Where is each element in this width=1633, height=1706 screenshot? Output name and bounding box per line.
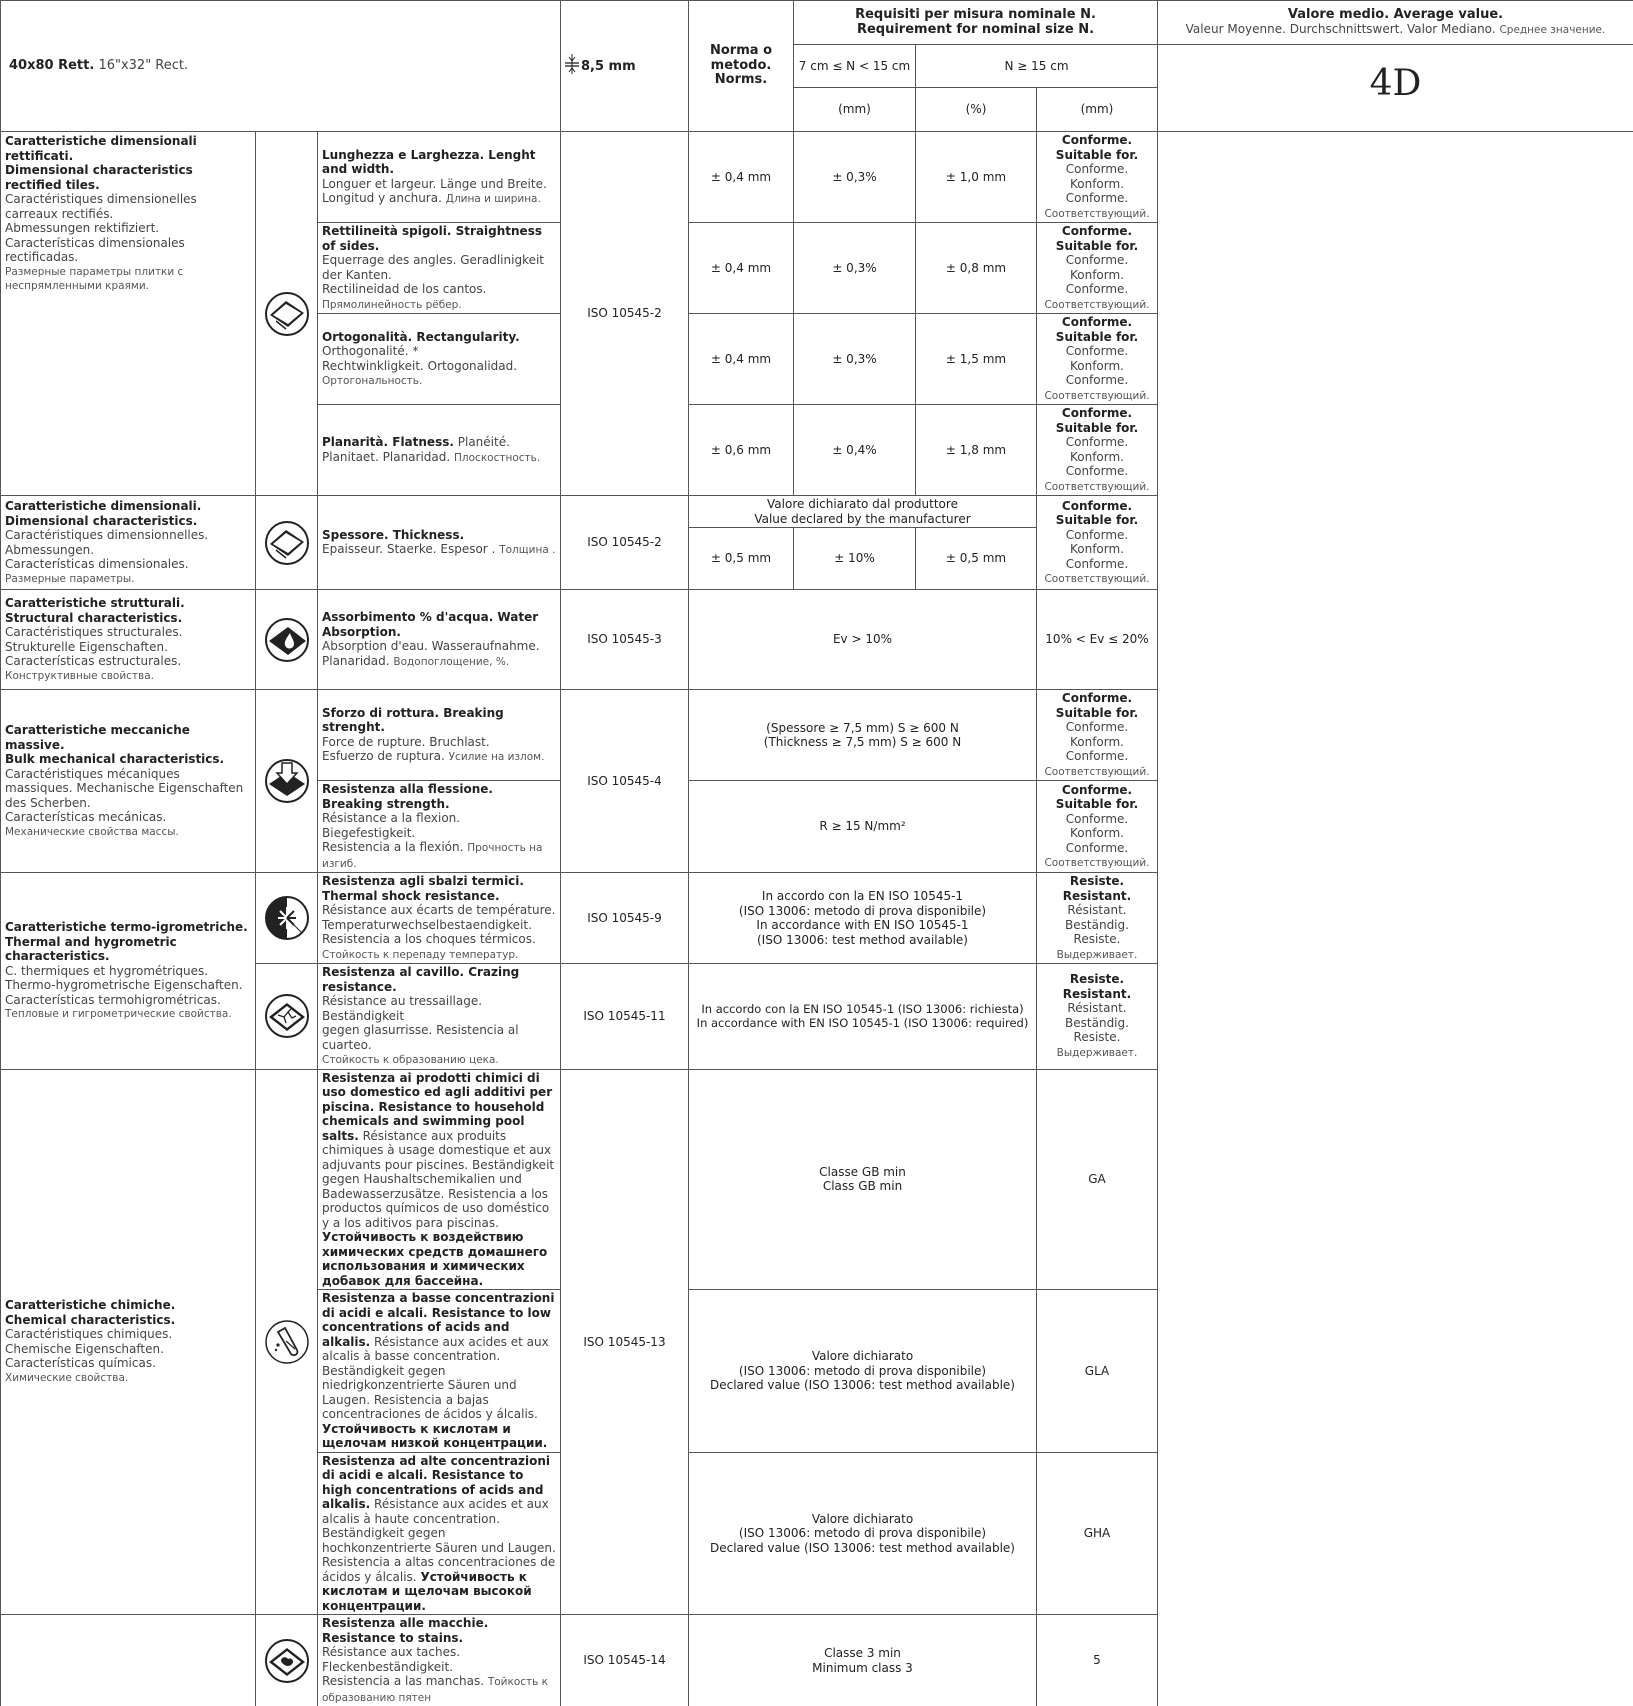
average-value: Conforme. Suitable for. Conforme. Konform. Conforme. Соответствующий. (1037, 132, 1158, 223)
average-value: Conforme. Suitable for. Conforme. Konform. Conforme. Соответствующий. (1037, 223, 1158, 314)
norm-cell: ISO 10545-2 (561, 132, 689, 496)
thickness-icon (565, 54, 579, 79)
property-water-absorption: Assorbimento % d'acqua. Water Absorption. Absorption d'eau. Wasseraufnahme. Planaridad. Водопоглощение, %. (318, 590, 561, 690)
range-large-header: N ≥ 15 cm (916, 45, 1158, 88)
req-large: ± 1,0 mm (916, 132, 1037, 223)
req-large: ± 1,5 mm (916, 314, 1037, 405)
thermal-shock-icon (256, 873, 318, 964)
average-value: Conforme. Suitable for. Conforme. Konform. Conforme. Соответствующий. (1037, 690, 1158, 781)
norm-cell: ISO 10545-3 (561, 590, 689, 690)
req-percent: ± 0,3% (794, 132, 916, 223)
requirement-value: In accordo con la EN ISO 10545-1 (ISO 13006: richiesta) In accordance with EN ISO 10545-1 (ISO 13006: required) (689, 964, 1037, 1070)
property-flatness: Planarità. Flatness. Planéité. Planitaet. Planaridad. Плоскостность. (318, 405, 561, 496)
req-large: ± 0,5 mm (916, 528, 1037, 590)
average-value: Conforme. Suitable for. Conforme. Konform. Conforme. Соответствующий. (1037, 781, 1158, 873)
req-small: ± 0,4 mm (689, 223, 794, 314)
requirement-value: R ≥ 15 N/mm² (689, 781, 1037, 873)
property-breaking-strength: Resistenza alla flessione. Breaking strength. Résistance a la flexion. Biegefestigkeit. Resistencia a la flexión. Прочность на изгиб. (318, 781, 561, 873)
req-small: ± 0,5 mm (689, 528, 794, 590)
crazing-icon (256, 964, 318, 1070)
property-length-width: Lunghezza e Larghezza. Lenght and width. Longuer et largeur. Länge und Breite. Longitud y anchura. Длина и ширина. (318, 132, 561, 223)
range-small-header: 7 cm ≤ N < 15 cm (794, 45, 916, 88)
requirement-value: Classe GB min Class GB min (689, 1069, 1037, 1290)
requirement-value: In accordo con la EN ISO 10545-1 (ISO 13006: metodo di prova disponibile) In accordance with EN ISO 10545-1 (ISO 13006: test method available) (689, 873, 1037, 964)
property-household-chemicals: Resistenza ai prodotti chimici di uso domestico ed agli additivi per piscina. Resistance to household chemicals and swimming pool salts. Résistance aux produits chimiques à usage domestique et aux adjuvants pour piscines. Beständigkeit gegen Haushaltschemikalien und Badewasserzusätze. Resistencia a los productos químicos de uso doméstico y a los aditivos para piscinas. Устойчивость к воздействию химических средств домашнего использования и химических добавок для бассейна. (318, 1069, 561, 1290)
req-percent: ± 10% (794, 528, 916, 590)
req-small: ± 0,4 mm (689, 314, 794, 405)
norm-cell: ISO 10545-9 (561, 873, 689, 964)
average-header: Valore medio. Average value. Valeur Moyenne. Durchschnittswert. Valor Mediano. Среднее значение. (1158, 1, 1633, 45)
declared-value: Valore dichiarato dal produttore Value declared by the manufacturer (689, 496, 1037, 528)
rectified-tile-icon (256, 132, 318, 496)
property-thickness: Spessore. Thickness. Epaisseur. Staerke. Espesor . Толщина . (318, 496, 561, 590)
category-chemical-continued (1, 1615, 256, 1706)
norm-cell: ISO 10545-11 (561, 964, 689, 1070)
average-value: Conforme. Suitable for. Conforme. Konform. Conforme. Соответствующий. (1037, 496, 1158, 590)
property-breaking-load: Sforzo di rottura. Breaking strenght. Force de rupture. Bruchlast. Esfuerzo de ruptura. Усилие на излом. (318, 690, 561, 781)
property-low-acids: Resistenza a basse concentrazioni di acidi e alcali. Resistance to low concentrations of acids and alkalis. Résistance aux acides et aux alcalis à basse concentration. Beständigkeit gegen niedrigkonzentrierte Säuren und Laugen. Resistencia a bajas concentraciones de ácidos y álcalis. Устойчивость к кислотам и щелочам низкой концентрации. (318, 1290, 561, 1453)
product-name: 4D (1158, 45, 1633, 132)
average-value: Conforme. Suitable for. Conforme. Konform. Conforme. Соответствующий. (1037, 405, 1158, 496)
category-dimensional: Caratteristiche dimensionali. Dimensional characteristics. Caractéristiques dimensionnelles. Abmessungen. Características dimensionales. Размерные параметры. (1, 496, 256, 590)
requirement-value: (Spessore ≥ 7,5 mm) S ≥ 600 N (Thickness ≥ 7,5 mm) S ≥ 600 N (689, 690, 1037, 781)
format-cell: 40x80 Rett. 16"x32" Rect. (1, 1, 561, 132)
average-value: 10% < Ev ≤ 20% (1037, 590, 1158, 690)
category-rectified: Caratteristiche dimensionali rettificati. Dimensional characteristics rectified tiles. Caractéristiques dimensionelles carreaux rectifiés. Abmessungen rektifiziert. Características dimensionales rectificadas. Размерные параметры плитки с неспрямленными краями. (1, 132, 256, 496)
requirement-value: Valore dichiarato (ISO 13006: metodo di prova disponibile) Declared value (ISO 13006: test method available) (689, 1290, 1037, 1453)
category-chemical: Caratteristiche chimiche. Chemical characteristics. Caractéristiques chimiques. Chemische Eigenschaften. Características químicas. Химические свойства. (1, 1069, 256, 1615)
req-small: ± 0,6 mm (689, 405, 794, 496)
req-percent: ± 0,4% (794, 405, 916, 496)
average-value: GLA (1037, 1290, 1158, 1453)
breaking-load-icon (256, 690, 318, 873)
average-value: Conforme. Suitable for. Conforme. Konform. Conforme. Соответствующий. (1037, 314, 1158, 405)
thickness-cell: 8,5 mm (561, 1, 689, 132)
req-small: ± 0,4 mm (689, 132, 794, 223)
property-high-acids: Resistenza ad alte concentrazioni di acidi e alcali. Resistance to high concentrations of acids and alkalis. Résistance aux acides et aux alcalis à haute concentration. Beständigkeit gegen hochkonzentrierte Säuren und Laugen. Resistencia a altas concentraciones de ácidos y álcalis. Устойчивость к кислотам и щелочам высокой концентрации. (318, 1452, 561, 1615)
requirement-value: Classe 3 min Minimum class 3 (689, 1615, 1037, 1706)
average-value: GHA (1037, 1452, 1158, 1615)
category-thermal: Caratteristiche termo-igrometriche. Thermal and hygrometric characteristics. C. thermiques et hygrométriques. Thermo-hygrometrische Eigenschaften. Características termohigrométricas. Тепловые и гигрометрические свойства. (1, 873, 256, 1070)
average-value: Resiste. Resistant. Résistant. Beständig. Resiste. Выдерживает. (1037, 964, 1158, 1070)
category-mechanical: Caratteristiche meccaniche massive. Bulk mechanical characteristics. Caractéristiques mécaniques massiques. Mechanische Eigenschaften des Scherben. Características mecánicas. Механические свойства массы. (1, 690, 256, 873)
requirement-header: Requisiti per misura nominale N. Requirement for nominal size N. (794, 1, 1158, 45)
norm-cell: ISO 10545-2 (561, 496, 689, 590)
property-stains: Resistenza alle macchie. Resistance to stains. Résistance aux taches. Fleckenbeständigkeit. Resistencia a las manchas. Тойкость к образованию пятен (318, 1615, 561, 1706)
average-value: 5 (1037, 1615, 1158, 1706)
rectified-tile-icon (256, 496, 318, 590)
requirement-value: Valore dichiarato (ISO 13006: metodo di prova disponibile) Declared value (ISO 13006: test method available) (689, 1452, 1037, 1615)
category-structural: Caratteristiche strutturali. Structural characteristics. Caractéristiques structurales. Strukturelle Eigenschaften. Características estructurales. Конструктивные свойства. (1, 590, 256, 690)
property-rectangularity: Ortogonalità. Rectangularity. Orthogonalité. * Rechtwinkligkeit. Ortogonalidad. Ортогональность. (318, 314, 561, 405)
unit-percent-header: (%) (916, 88, 1037, 132)
unit-mm-header: (mm) (1037, 88, 1158, 132)
property-crazing: Resistenza al cavillo. Crazing resistance. Résistance au tressaillage. Beständigkeit gegen glasurrisse. Resistencia al cuarteo. Стойкость к образованию цека. (318, 964, 561, 1070)
stain-tile-icon (256, 1615, 318, 1706)
norm-cell: ISO 10545-4 (561, 690, 689, 873)
req-large: ± 0,8 mm (916, 223, 1037, 314)
req-large: ± 1,8 mm (916, 405, 1037, 496)
average-value: GA (1037, 1069, 1158, 1290)
requirement-value: Ev > 10% (689, 590, 1037, 690)
norm-cell: ISO 10545-14 (561, 1615, 689, 1706)
norm-header: Norma o metodo. Norms. (689, 1, 794, 132)
water-drop-icon (256, 590, 318, 690)
req-percent: ± 0,3% (794, 314, 916, 405)
norm-cell: ISO 10545-13 (561, 1069, 689, 1615)
req-percent: ± 0,3% (794, 223, 916, 314)
average-value: Resiste. Resistant. Résistant. Beständig. Resiste. Выдерживает. (1037, 873, 1158, 964)
unit-mm-header: (mm) (794, 88, 916, 132)
property-straightness: Rettilineità spigoli. Straightness of sides. Equerrage des angles. Geradlinigkeit der Kanten. Rectilineidad de los cantos. Прямолинейность рёбер. (318, 223, 561, 314)
chemical-tube-icon (256, 1069, 318, 1615)
property-thermal-shock: Resistenza agli sbalzi termici. Thermal shock resistance. Résistance aux écarts de température. Temperaturwechselbestaendigkeit. Resistencia a los choques térmicos. Стойкость к перепаду температур. (318, 873, 561, 964)
